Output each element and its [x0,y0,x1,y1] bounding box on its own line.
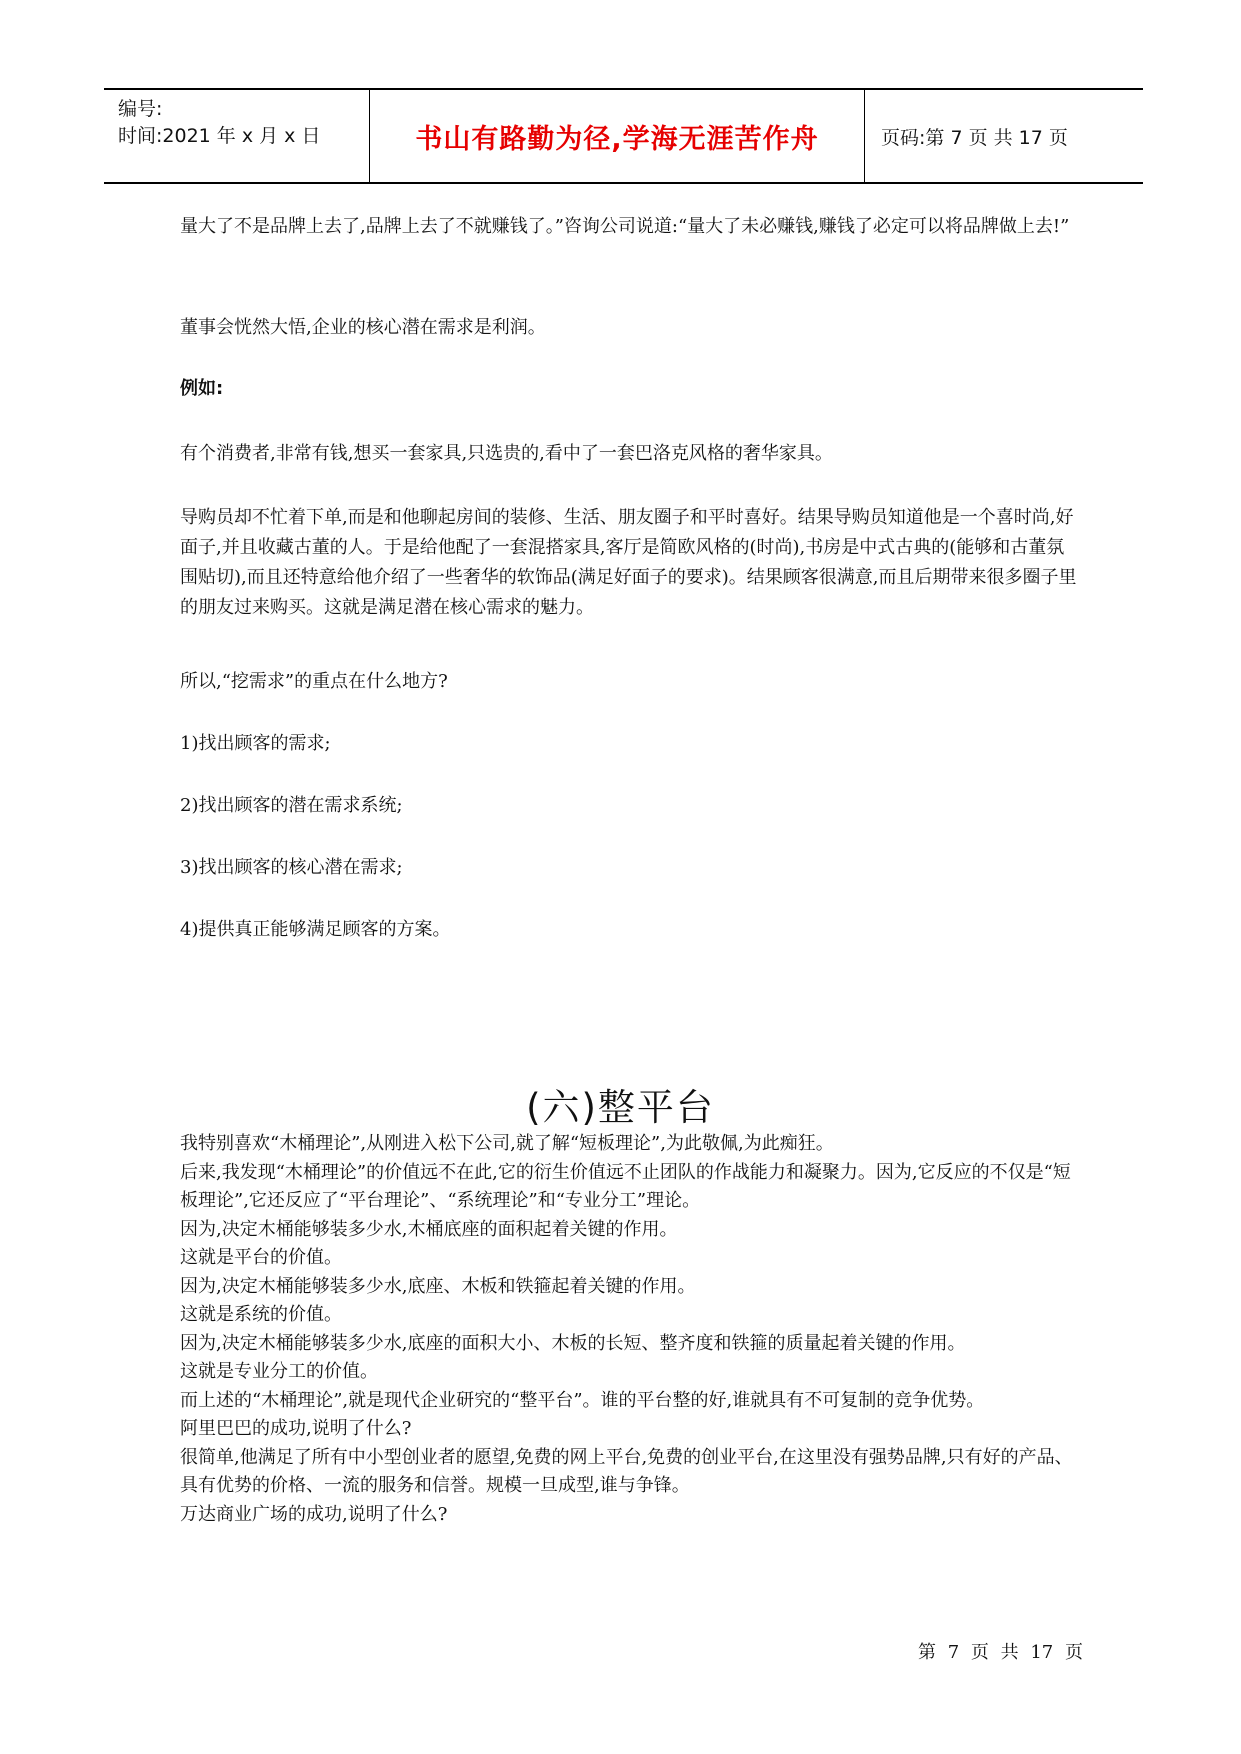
example-heading: 例如: [180,378,224,399]
list-item: 3)找出顾客的核心潜在需求; [180,857,403,878]
page-label: 页码:第 7 页 共 17 页 [881,126,1068,149]
paragraph: 这就是专业分工的价值。 [180,1361,378,1382]
paragraph: 有个消费者,非常有钱,想买一套家具,只选贵的,看中了一套巴洛克风格的奢华家具。 [180,443,833,464]
paragraph: 因为,决定木桶能够装多少水,底座的面积大小、木板的长短、整齐度和铁箍的质量起着关键的作用。 [180,1332,966,1354]
header-page-cell [865,90,1143,182]
paragraph: 因为,决定木桶能够装多少水,底座、木板和铁箍起着关键的作用。 [180,1275,696,1297]
list-item: 2)找出顾客的潜在需求系统; [180,795,403,816]
paragraph: 量大了不是品牌上去了,品牌上去了不就赚钱了。”咨询公司说道:“量大了未必赚钱,赚钱了必定可以将品牌做上去!” [180,216,1070,237]
paragraph: 万达商业广场的成功,说明了什么? [180,1503,448,1525]
page-header [104,88,1143,184]
page-footer: 第 7 页 共 17 页 [918,1642,1083,1663]
paragraph: 所以,“挖需求”的重点在什么地方? [180,671,448,692]
section-title: (六)整平台 [526,1085,715,1129]
paragraph: 后来,我发现“木桶理论”的价值远不在此,它的衍生价值远不止团队的作战能力和凝聚力。因为,它反应的不仅是“短板理论”,它还反应了“平台理论”、“系统理论”和“专业分工”理论。 [180,1161,1071,1211]
header-meta [104,90,370,182]
paragraph: 这就是平台的价值。 [180,1247,342,1268]
list-item: 1)找出顾客的需求; [180,733,331,754]
paragraph: 董事会恍然大悟,企业的核心潜在需求是利润。 [180,317,546,338]
paragraph: 因为,决定木桶能够装多少水,木桶底座的面积起着关键的作用。 [180,1218,678,1240]
paragraph: 阿里巴巴的成功,说明了什么? [180,1418,412,1439]
motto: 书山有路勤为径,学海无涯苦作舟 [415,123,819,155]
number-label: 编号: [118,98,163,120]
paragraph: 我特别喜欢“木桶理论”,从刚进入松下公司,就了解“短板理论”,为此敬佩,为此痴狂。 [180,1133,834,1154]
paragraph: 这就是系统的价值。 [180,1304,342,1325]
date-label: 时间:2021 年 x 月 x 日 [118,125,321,147]
section-body [180,1130,1080,1529]
paragraph: 导购员却不忙着下单,而是和他聊起房间的装修、生活、朋友圈子和平时喜好。结果导购员知道他是一个喜时尚,好面子,并且收藏古董的人。于是给他配了一套混搭家具,客厅是简欧风格的(时尚),书房是中式古典的(能够和古董氛围贴切),而且还特意给他介绍了一些奢华的软饰品(满足好面子的要求)。结果顾客很满意,而且后期带来很多圈子里的朋友过来购买。这就是满足潜在核心需求的魅力。 [180,507,1077,618]
list-item: 4)提供真正能够满足顾客的方案。 [180,919,451,940]
paragraph: 很简单,他满足了所有中小型创业者的愿望,免费的网上平台,免费的创业平台,在这里没有强势品牌,只有好的产品、具有优势的价格、一流的服务和信誉。规模一旦成型,谁与争锋。 [180,1446,1073,1496]
header-motto-cell [370,90,865,182]
paragraph: 而上述的“木桶理论”,就是现代企业研究的“整平台”。谁的平台整的好,谁就具有不可复制的竞争优势。 [180,1389,985,1411]
